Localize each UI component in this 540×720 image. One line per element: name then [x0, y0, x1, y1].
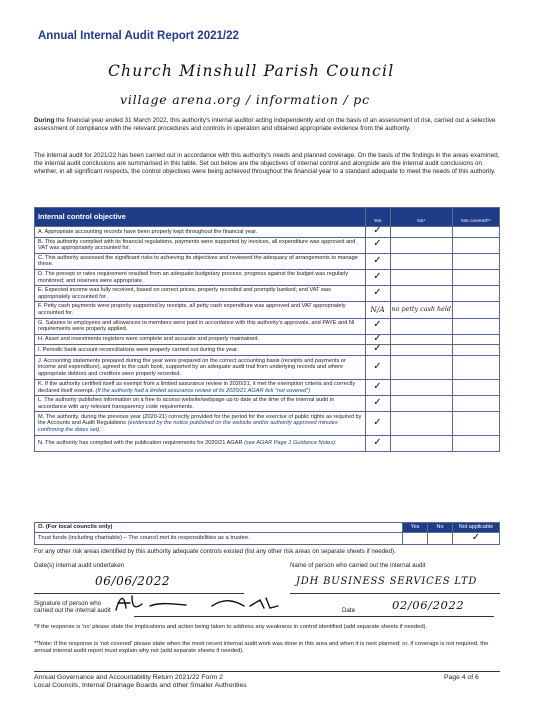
- objective-label: A. Appropriate accounting records have been properly kept throughout the financial year.: [38, 228, 258, 235]
- trust-col-na: Not applicable: [453, 523, 500, 533]
- not-covered-cell: [453, 302, 500, 318]
- footer-line2: Local Councils, Internal Drainage Boards and other Smaller Authorities: [34, 682, 247, 690]
- control-objective-text: [35, 269, 366, 285]
- objective-guidance: (If the authority had a limited assurance review of its 2020/21 AGAR tick "not covered"): [95, 387, 311, 394]
- not-covered-cell: [453, 396, 500, 412]
- objective-label: K. If the authority certified itself as exempt from a limited assurance review in 2020/21, it met the exemption criteria and correctly declared itself exempt.: [38, 380, 356, 394]
- yes-cell: [365, 286, 390, 302]
- yes-tick: ✓: [373, 286, 382, 298]
- no-cell: [390, 379, 453, 395]
- table-row: [35, 334, 500, 345]
- not-covered-cell: [453, 334, 500, 345]
- not-covered-cell: [453, 253, 500, 269]
- handwritten-council-name: Church Minshull Parish Council: [108, 62, 395, 80]
- intro-paragraph-1: [34, 117, 500, 133]
- not-covered-cell: [453, 412, 500, 436]
- yes-cell: [365, 269, 390, 285]
- control-objective-text: [35, 253, 366, 269]
- no-cell: [390, 227, 453, 238]
- yes-tick: ✓: [373, 416, 382, 428]
- control-objective-text: [35, 412, 366, 436]
- yes-cell: [365, 355, 390, 379]
- yes-cell: [365, 227, 390, 238]
- handwritten-website: village arena.org / information / pc: [120, 92, 370, 107]
- yes-cell: [365, 253, 390, 269]
- control-objective-text: [35, 396, 366, 412]
- no-cell: [390, 412, 453, 436]
- trust-no-cell: [428, 533, 453, 545]
- objective-guidance: (evidenced by the notice published on the website and/or authority approved minutes confirming the dates set).: [38, 420, 338, 434]
- yes-tick: ✓: [373, 332, 382, 344]
- trust-col-no: No: [428, 523, 453, 533]
- objective-label: J. Accounting statements prepared during the year were prepared on the correct accounting basis (receipts and payments or income and expenditure), agreed to the cash book, supported by an adequate audit trail from underlying records and where appropriate debtors and creditors were properly recorded.: [38, 357, 346, 377]
- yes-cell: [365, 379, 390, 395]
- control-objective-text: [35, 379, 366, 395]
- not-covered-cell: [453, 286, 500, 302]
- objective-label: E. Expected income was fully received, based on correct prices, properly recorded and promptly banked; and VAT was appropriately accounted for.: [38, 287, 331, 300]
- table-row: [35, 253, 500, 269]
- footer-divider: [34, 671, 500, 672]
- yes-tick: ✓: [373, 343, 382, 355]
- no-cell: [390, 345, 453, 356]
- table-row: [35, 302, 500, 318]
- table-row: [35, 396, 500, 412]
- not-covered-cell: [453, 237, 500, 253]
- control-objective-text: [35, 286, 366, 302]
- intro-text-1: the financial year ended 31 March 2022, this authority's internal auditor acting independently and on the basis of an assessment of risk, carried out a selective assessment of compliance with the relevant procedures and controls in operation and obtained appropriate evidence from the authority.: [34, 117, 496, 133]
- yes-cell: [365, 412, 390, 436]
- yes-cell: [365, 436, 390, 452]
- objective-label: C. This authority assessed the significant risks to achieving its objectives and reviewed the adequacy of arrangements to manage these.: [38, 254, 358, 268]
- not-covered-cell: [453, 345, 500, 356]
- table-row: [35, 227, 500, 238]
- auditor-name-line: [290, 593, 500, 594]
- no-cell: [390, 436, 453, 452]
- yes-cell: [365, 237, 390, 253]
- table-header: Internal control objective: [35, 208, 366, 227]
- table-row: [35, 269, 500, 285]
- control-objective-text: [35, 318, 366, 334]
- date-label: Date: [342, 607, 356, 614]
- table-row: [35, 379, 500, 395]
- trust-na-tick: ✓: [471, 532, 481, 543]
- signature-label-line2: carried out the internal audit: [34, 607, 111, 614]
- intro-paragraph-2: The internal audit for 2021/22 has been carried out in accordance with this authority's needs and planned coverage. On the basis of the findings in the areas examined, the internal audit conclusions are summarised in this table. Set out below are the objectives of internal control and alongside are the internal audit conclusions on whether, in all significant respects, the control objectives were being achieved throughout the financial year to a standard adequate to meet the needs of this authority.: [34, 152, 500, 176]
- yes-tick: ✓: [373, 360, 382, 372]
- control-objective-text: [35, 345, 366, 356]
- intro-lead: During: [34, 117, 55, 124]
- other-risk-text: For any other risk areas identified by this authority adequate controls existed (list any other risk areas on separate sheets if needed).: [34, 548, 396, 555]
- objective-label: M. The authority, during the previous year (2020-21) correctly provided for the period for the exercise of public rights as required by the Accounts and Audit Regulations: [38, 413, 362, 427]
- yes-tick: ✓: [373, 270, 382, 282]
- control-objective-text: [35, 334, 366, 345]
- no-cell: [390, 269, 453, 285]
- yes-cell: [365, 302, 390, 318]
- not-covered-cell: [453, 318, 500, 334]
- auditor-signature: [112, 592, 317, 616]
- no-cell: [390, 302, 453, 318]
- trust-funds-row: [35, 523, 403, 533]
- footer-left: [34, 674, 247, 691]
- no-cell: [390, 318, 453, 334]
- no-cell: [390, 237, 453, 253]
- table-row: [35, 237, 500, 253]
- yes-tick: ✓: [373, 436, 382, 448]
- objective-label: L. The authority publishes information on a free to access website/webpage up to date at the time of the internal audit in accordance with any relevant transparency code requirements.: [38, 397, 334, 410]
- yes-tick: ✓: [373, 319, 382, 331]
- control-objective-text: [35, 227, 366, 238]
- not-covered-cell: [453, 269, 500, 285]
- objective-label: F. Petty cash payments were properly supported by receipts, all petty cash expenditure was approved and VAT appropriately accounted for.: [38, 303, 346, 316]
- handwritten-no-petty-cash: no petty cash held: [391, 305, 451, 314]
- control-objective-text: [35, 302, 366, 318]
- col-not-covered-header: Not covered**: [453, 208, 500, 227]
- no-cell: [390, 286, 453, 302]
- page-number: Page 4 of 6: [444, 674, 479, 681]
- note-no: *If the response is 'no' please state the implications and action being taken to address any weakness in control identified (add separate sheets if needed).: [34, 624, 428, 630]
- objective-guidance: (see AGAR Page 1 Guidance Notes).: [244, 440, 337, 447]
- handwritten-signature-date: 02/06/2022: [392, 598, 465, 612]
- yes-tick: ✓: [373, 380, 382, 392]
- table-row: [35, 355, 500, 379]
- table-row: [35, 345, 500, 356]
- control-objective-text: [35, 355, 366, 379]
- objective-label: H. Asset and investments registers were complete and accurate and properly maintained.: [38, 336, 260, 343]
- auditor-name-label: Name of person who carried out the internal audit: [290, 562, 426, 569]
- yes-tick: ✓: [373, 396, 382, 408]
- handwritten-na: N/A: [370, 304, 385, 314]
- no-cell: [390, 334, 453, 345]
- no-cell: [390, 396, 453, 412]
- trust-funds-text: Trust funds (including charitable) – The council met its responsibilities as a trustee.: [35, 533, 403, 545]
- objective-label: D. The precept or rates requirement resulted from an adequate budgetary process; progress against the budget was regularly monitored; and reserves were appropriate.: [38, 270, 349, 284]
- objective-label: B. This authority complied with its financial regulations, payments were supported by invoices, all expenditure was approved and VAT was appropriately accounted for.: [38, 238, 356, 252]
- not-covered-cell: [453, 436, 500, 452]
- signature-label: [34, 600, 111, 614]
- internal-control-table: [34, 207, 500, 452]
- note-not-covered: **Note: If the response is 'not covered' please state when the most recent internal audit work was done in this area and when it is next planned; or, if coverage is not required, the annual internal audit report must explain why not (add separate sheets if needed).: [34, 641, 489, 654]
- not-covered-cell: [453, 227, 500, 238]
- objective-label: I. Periodic bank account reconciliations were properly carried out during the year.: [38, 346, 239, 353]
- dates-undertaken-label: Date(s) internal audit undertaken: [34, 562, 125, 569]
- signature-line: [134, 616, 494, 617]
- handwritten-audit-date: 06/06/2022: [95, 574, 171, 588]
- trust-na-cell: [453, 533, 500, 545]
- no-cell: [390, 355, 453, 379]
- yes-tick: ✓: [373, 225, 382, 236]
- signature-label-line1: Signature of person who: [34, 600, 102, 607]
- table-row: [35, 412, 500, 436]
- document-title: Annual Internal Audit Report 2021/22: [38, 30, 239, 42]
- col-yes-header: Yes: [365, 208, 390, 227]
- no-cell: [390, 253, 453, 269]
- table-row: [35, 436, 500, 452]
- yes-tick: ✓: [373, 238, 382, 250]
- control-objective-text: [35, 237, 366, 253]
- yes-cell: [365, 396, 390, 412]
- footer-line1: Annual Governance and Accountability Return 2021/22 Form 2: [34, 674, 223, 681]
- control-objective-text: [35, 436, 366, 452]
- col-no-header: No*: [390, 208, 453, 227]
- trust-funds-label: O. (For local councils only): [38, 524, 113, 530]
- table-row: [35, 318, 500, 334]
- not-covered-cell: [453, 379, 500, 395]
- yes-cell: [365, 345, 390, 356]
- objective-label: N. The authority has complied with the publication requirements for 2020/21 AGAR: [38, 440, 243, 447]
- handwritten-auditor-name: JDH BUSINESS SERVICES LTD: [296, 576, 478, 587]
- objective-label: G. Salaries to employees and allowances to members were paid in accordance with this authority's approvals, and PAYE and NI requirements were properly applied.: [38, 319, 355, 333]
- trust-yes-cell: [403, 533, 428, 545]
- not-covered-cell: [453, 355, 500, 379]
- table-row: [35, 286, 500, 302]
- trust-col-yes: Yes: [403, 523, 428, 533]
- trust-funds-table: [34, 522, 500, 545]
- yes-tick: ✓: [373, 254, 382, 266]
